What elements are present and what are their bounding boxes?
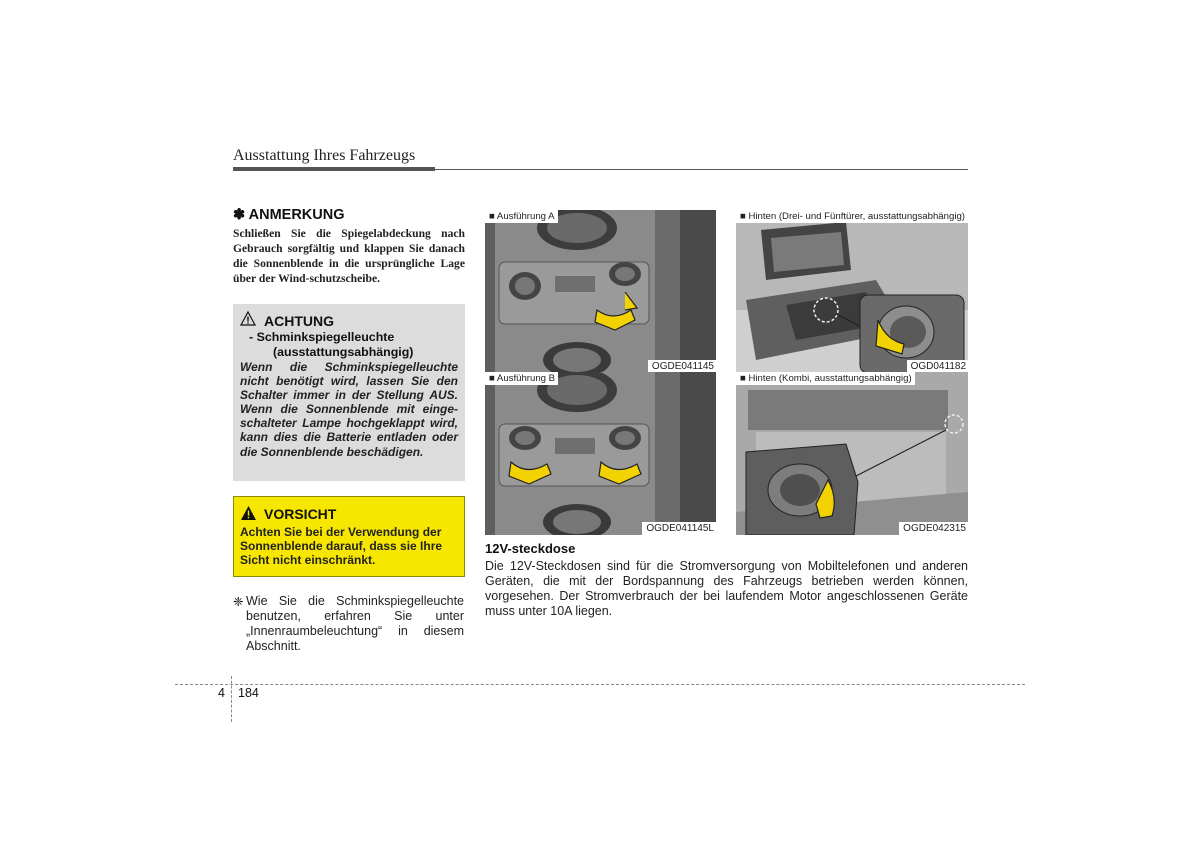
footer-divider (231, 676, 232, 722)
caution-triangle-icon (240, 505, 257, 521)
header-rule-thick (233, 167, 435, 171)
figure-code: OGDE041145 (648, 360, 716, 373)
running-header: Ausstattung Ihres Fahrzeugs (233, 147, 416, 164)
achtung-subtitle-line1: - Schminkspiegelleuchte (249, 330, 395, 344)
figure-variant-b (485, 372, 716, 535)
reference-text: Wie Sie die Schminkspiegelleuchte benutzen, erfahren Sie unter „Innenraumbeleuchtung“ in diesem Abschnitt. (246, 594, 464, 653)
rear-wagon-illustration (736, 372, 968, 535)
figure-code: OGDE041145L (642, 522, 716, 535)
note-title: ✽ ANMERKUNG (233, 207, 345, 223)
achtung-subtitle-line2: (ausstattungsabhängig) (273, 345, 414, 359)
figure-label: ■ Ausführung B (485, 372, 558, 385)
chapter-number: 4 (218, 686, 225, 700)
figure-rear-wagon (736, 372, 968, 535)
warning-triangle-icon (240, 311, 256, 327)
figure-variant-a (485, 210, 716, 373)
section-body: Die 12V-Steckdosen sind für die Stromversorgung von Mobiltelefonen und anderen Geräten, die mit der Bordspannung des Fahrzeugs betrieben werden können, vorgesehen. Der Stromverbrauch der bei laufendem Motor angeschlossenen Geräte muss unter 10A liegen. (485, 559, 968, 618)
note-body: Schließen Sie die Spiegelabdeckung nach Gebrauch sorgfältig und klappen Sie danach die Sonnenblende in die ursprüngliche Lage über der Wind-schutzscheibe. (233, 227, 465, 285)
footer-rule (175, 684, 1025, 685)
figure-label: ■ Ausführung A (485, 210, 558, 223)
page-number: 184 (238, 686, 259, 700)
figure-code: OGD041182 (907, 360, 968, 373)
console-illustration (485, 372, 716, 535)
achtung-title: ACHTUNG (264, 313, 334, 329)
reference-mark: ❈ (233, 595, 244, 609)
vorsicht-body: Achten Sie bei der Verwendung der Sonnenblende darauf, dass sie Ihre Sicht nicht einschränkt. (240, 525, 443, 568)
figure-label: ■ Hinten (Kombi, ausstattungsabhängig) (736, 372, 915, 385)
section-title: 12V-steckdose (485, 541, 576, 556)
achtung-body: Wenn die Schminkspiegelleuchte nicht benötigt wird, lassen Sie den Schalter immer in der Stellung AUS. Wenn die Sonnenblende mit einge-schalteter Lampe hochgeklappt wird, kann dies die Batterie entladen oder die Sonnenblende beschädigen. (240, 360, 458, 459)
achtung-subtitle (249, 330, 413, 360)
figure-label: ■ Hinten (Drei- und Fünftürer, ausstattungsabhängig) (736, 210, 968, 223)
figure-code: OGDE042315 (899, 522, 968, 535)
header-rule-thin (435, 169, 968, 170)
rear-hatch-illustration (736, 210, 968, 373)
figure-rear-hatch (736, 210, 968, 373)
console-illustration (485, 210, 716, 373)
vorsicht-title: VORSICHT (264, 506, 337, 522)
